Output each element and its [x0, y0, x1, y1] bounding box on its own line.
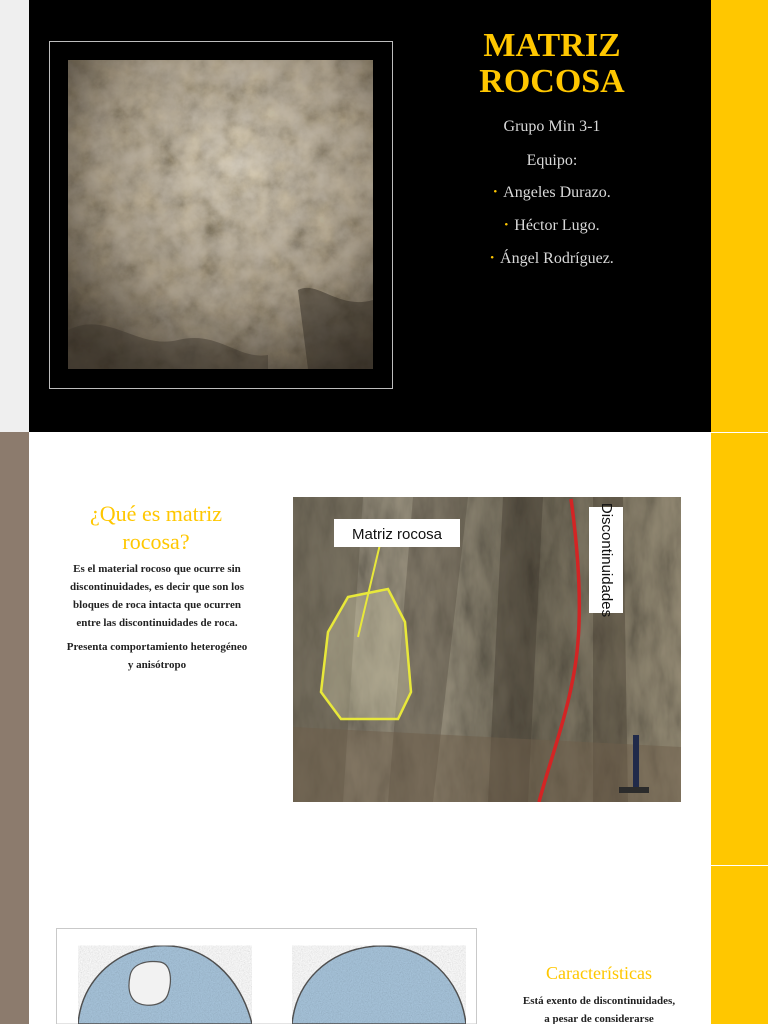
paragraph-line: Es el material rocoso que ocurre sin	[73, 563, 241, 575]
definition-paragraph	[47, 560, 267, 632]
left-strip-top	[0, 0, 29, 432]
team-member-name: Ángel Rodríguez.	[500, 250, 614, 267]
bullet-icon: •	[504, 219, 509, 231]
discontinuities-label: Discontinuidades	[598, 502, 616, 618]
right-accent-strip-bottom	[711, 866, 768, 1024]
left-strip-bottom	[0, 865, 29, 1024]
paragraph-line: a pesar de considerarse	[544, 1013, 654, 1024]
characteristics-paragraph	[495, 992, 703, 1024]
behavior-paragraph	[47, 638, 267, 674]
bullet-icon: •	[490, 252, 495, 264]
team-member	[459, 250, 645, 268]
heading-line-1: ¿Qué es matriz	[90, 501, 222, 526]
right-accent-strip-top	[711, 0, 768, 432]
matrix-label: Matriz rocosa	[351, 526, 443, 543]
right-accent-strip-middle	[711, 433, 768, 865]
group-name: Grupo Min 3-1	[503, 118, 601, 135]
team-member-name: Héctor Lugo.	[514, 217, 600, 234]
heading-line-2: rocosa?	[122, 529, 190, 554]
title-slide[interactable]	[29, 0, 711, 432]
paragraph-line: bloques de roca intacta que ocurren	[73, 599, 241, 611]
paragraph-line: entre las discontinuidades de roca.	[76, 617, 238, 629]
rock-sample-diagram	[56, 928, 477, 1024]
team-member-name: Angeles Durazo.	[503, 184, 611, 201]
paragraph-line: Está exento de discontinuidades,	[522, 995, 676, 1007]
paragraph-line: y anisótropo	[127, 659, 187, 671]
title-line-2: ROCOSA	[479, 63, 625, 100]
slide-heading	[49, 500, 263, 556]
team-label: Equipo:	[526, 152, 578, 169]
characteristics-slide[interactable]	[29, 865, 711, 1024]
presentation-title	[459, 28, 645, 100]
left-strip-middle	[0, 432, 29, 865]
title-line-1: MATRIZ	[483, 27, 621, 64]
team-member	[459, 184, 645, 202]
definition-slide[interactable]	[29, 432, 711, 865]
bullet-icon: •	[493, 186, 498, 198]
paragraph-line: Presenta comportamiento heterogéneo	[66, 641, 248, 653]
team-member	[459, 217, 645, 235]
paragraph-line: discontinuidades, es decir que son los	[69, 581, 244, 593]
rock-texture-image	[68, 60, 373, 369]
rock-outcrop-photo	[293, 497, 681, 802]
slide-heading: Características	[546, 963, 652, 983]
